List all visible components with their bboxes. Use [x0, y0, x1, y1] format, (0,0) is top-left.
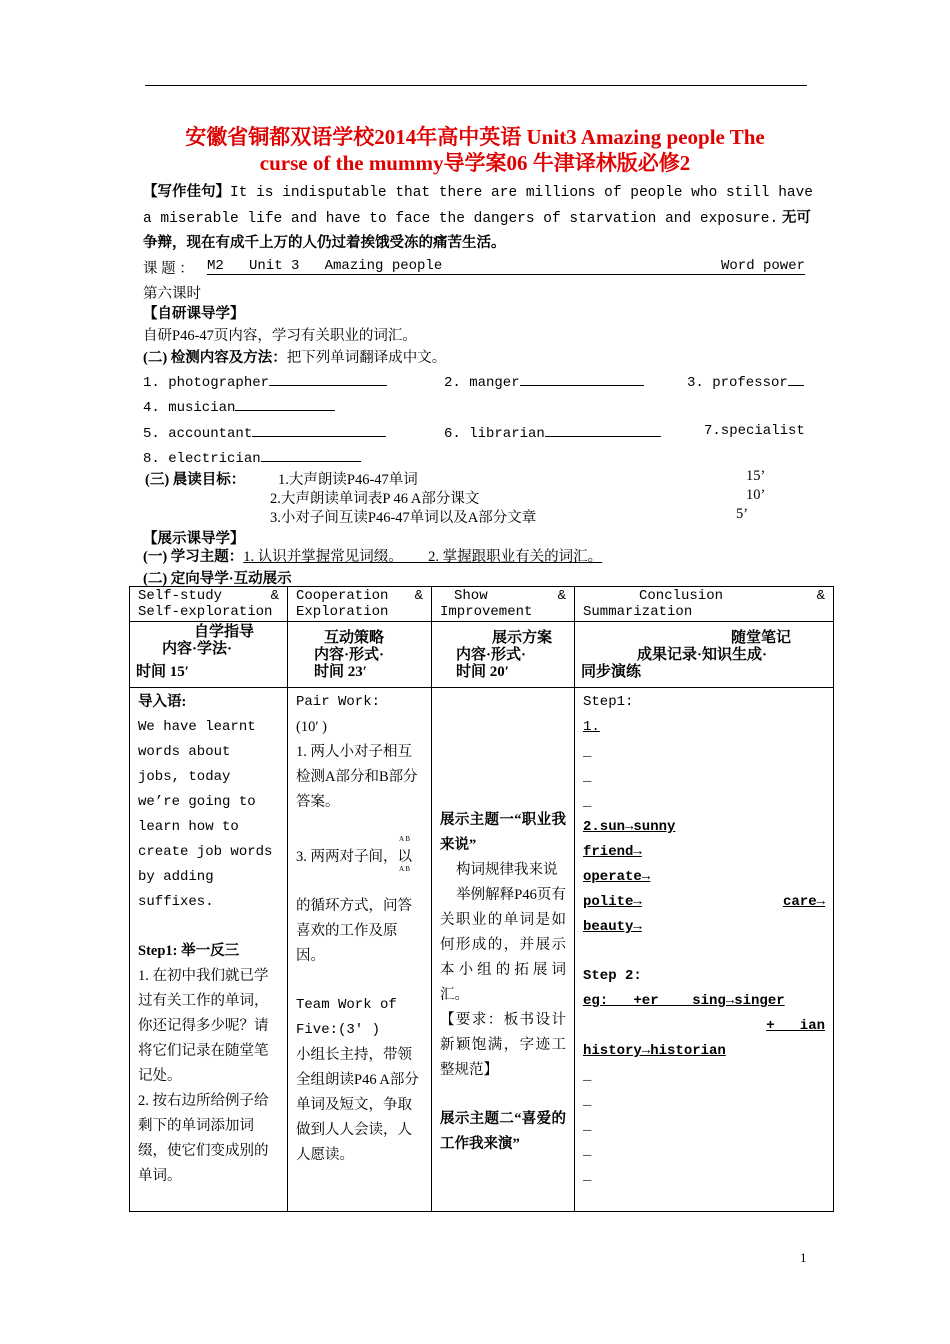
morning-time-1: 15’: [746, 468, 766, 484]
ab-mark-2: A B: [399, 865, 411, 873]
notes-dash-7: _: [583, 1143, 592, 1159]
header-en-1: Self-study & Self-exploration: [130, 587, 288, 622]
step1-label: Step1: 举一反三: [138, 943, 240, 959]
header-zh-3: 展示方案 内容·形式· 时间 20′: [432, 622, 575, 688]
header-en-4: Conclusion & Summarization: [575, 587, 834, 622]
table-body-row: [130, 688, 834, 1212]
show-sub2: (二) 定向导学·互动展示: [143, 571, 292, 587]
team-work: Team Work of Five:(3′ ): [296, 997, 397, 1038]
col2-para3: 3. 两两对子间，以: [296, 849, 412, 865]
sub2-text: 把下列单词翻译成中文。: [286, 350, 447, 366]
col-notes: [575, 688, 834, 1212]
header-zh-2: 互动策略 内容·形式· 时间 23′: [288, 622, 432, 688]
col1-para1: 1. 在初中我们就已学过有关工作的单词，你还记得多少呢？请将它们记录在随堂笔记处。: [138, 968, 269, 1084]
word-3: 3. professor: [687, 372, 804, 391]
header-zh-1: 自学指导 内容·学法· 时间 15′: [130, 622, 288, 688]
notes-step2: Step 2:: [583, 968, 642, 984]
intro-label: 导入语:: [138, 694, 187, 710]
morning-item-1: 1.大声朗读P46-47单词: [278, 472, 418, 488]
col1-para2: 2. 按右边所给例子给剩下的单词添加词缀，使它们变成别的单词。: [138, 1093, 269, 1184]
show-sub1-label: (一) 学习主题：: [143, 549, 244, 565]
notes-dash-1: _: [583, 744, 592, 760]
col-self-study: [130, 688, 288, 1212]
self-study-content: 自研P46-47页内容，学习有关职业的词汇。: [143, 328, 417, 344]
col2-para3b: 的循环方式，问答喜欢的工作及原因。: [296, 898, 412, 964]
notes-operate: operate→: [583, 869, 651, 885]
word-4: 4. musician: [143, 397, 335, 416]
writing-line2: [143, 206, 811, 227]
notes-beauty: beauty→: [583, 919, 642, 935]
header-en-3: Show & Improvement: [432, 587, 575, 622]
lesson-number: 第六课时: [143, 286, 201, 302]
notes-dash-2: _: [583, 769, 592, 785]
notes-eg: eg: +er sing→singer: [583, 993, 785, 1009]
notes-dash-3: _: [583, 794, 592, 810]
show-sub1: [143, 545, 602, 566]
col-cooperation: [288, 688, 432, 1212]
table-header-zh-row: [130, 622, 834, 688]
word-6: 6. librarian: [444, 423, 661, 442]
morning-item-2: 2.大声朗读单词表P 46 A部分课文: [270, 491, 480, 507]
notes-friend: friend→: [583, 844, 642, 860]
word-7: 7.specialist: [704, 423, 805, 439]
morning-time-3: 5’: [736, 506, 749, 522]
intro-text: We have learnt words about jobs, today we’re going to learn how to create job words by adding suffixes.: [138, 719, 273, 910]
guide-table: [129, 586, 834, 1212]
writing-label: 【写作佳句】: [143, 184, 230, 200]
pair-time: (10′ ): [296, 719, 327, 735]
self-study-sub2: [143, 346, 446, 367]
show-theme-1c: 举例解释P46页有关职业的单词是如何形成的，并展示本小组的拓展词汇。: [440, 887, 566, 1003]
show-theme-1: 展示主题一“职业我来说”: [440, 812, 566, 853]
notes-history: history→historian: [583, 1043, 726, 1059]
doc-title-line2: curse of the mummy导学案06 牛津译林版必修2: [259, 151, 691, 175]
pair-work: Pair Work:: [296, 694, 381, 710]
morning-time-2: 10’: [746, 487, 766, 503]
show-heading: 【展示课导学】: [143, 531, 245, 547]
morning-label: (三) 晨读目标：: [145, 472, 246, 488]
ab-mark-1: A B: [399, 835, 411, 843]
page-number: 1: [800, 1250, 807, 1265]
notes-dash-4: _: [583, 1068, 592, 1084]
word-5: 5. accountant: [143, 423, 386, 442]
notes-dash-5: _: [583, 1093, 592, 1109]
writing-zh2: 争辩，现在有成千上万的人仍过着挨饿受冻的痛苦生活。: [143, 235, 506, 251]
header-rule: [145, 85, 807, 86]
writing-zh-end: 无可: [781, 210, 811, 226]
notes-n1: 1.: [583, 719, 600, 735]
header-en-2: Cooperation & Exploration: [288, 587, 432, 622]
notes-dash-6: _: [583, 1118, 592, 1134]
show-theme-2: 展示主题二“喜爱的工作我来演”: [440, 1111, 566, 1152]
topic-line: [143, 257, 194, 278]
sub2-label: (二) 检测内容及方法：: [143, 350, 287, 366]
topic-label: 课 题 ：: [143, 261, 194, 277]
writing-en2: a miserable life and have to face the dangers of starvation and exposure.: [143, 211, 779, 227]
word-1: 1. photographer: [143, 372, 387, 391]
notes-step1: Step1:: [583, 694, 634, 710]
notes-polite-row: polite→ care→: [583, 894, 825, 910]
self-study-heading: 【自研课导学】: [143, 306, 245, 322]
topic-right: Word power: [720, 258, 805, 274]
notes-n2: 2.sun→sunny: [583, 819, 676, 835]
morning-item-3: 3.小对子间互读P46-47单词以及A部分文章: [270, 510, 537, 526]
writing-en1: It is indisputable that there are millions of people who still have: [230, 185, 813, 201]
header-zh-4: 随堂笔记 成果记录·知识生成· 同步演练: [575, 622, 834, 688]
show-sub1-text: 1. 认识并掌握常见词缀。 2. 掌握跟职业有关的词汇。: [243, 549, 603, 565]
topic-underline: [207, 258, 805, 275]
word-8: 8. electrician: [143, 448, 361, 467]
table-header-en-row: [130, 587, 834, 622]
show-requirement: 【要求：板书设计新颖饱满，字迹工整规范】: [440, 1012, 566, 1078]
notes-dash-8: _: [583, 1168, 592, 1184]
team-text: 小组长主持，带领全组朗读P46 A部分单词及短文，争取做到人人会读，人人愿读。: [296, 1047, 419, 1163]
topic-content: M2 Unit 3 Amazing people: [207, 258, 443, 274]
writing-line1: [143, 180, 813, 201]
doc-title-line1: 安徽省铜都双语学校2014年高中英语 Unit3 Amazing people The: [185, 125, 765, 149]
col2-para1: 1. 两人小对子相互检测A部分和B部分答案。: [296, 744, 418, 810]
notes-ian: + ian: [766, 1018, 825, 1034]
col-show: [432, 688, 575, 1212]
word-2: 2. manger: [444, 372, 644, 391]
show-theme-1b: 构词规律我来说: [456, 862, 558, 878]
